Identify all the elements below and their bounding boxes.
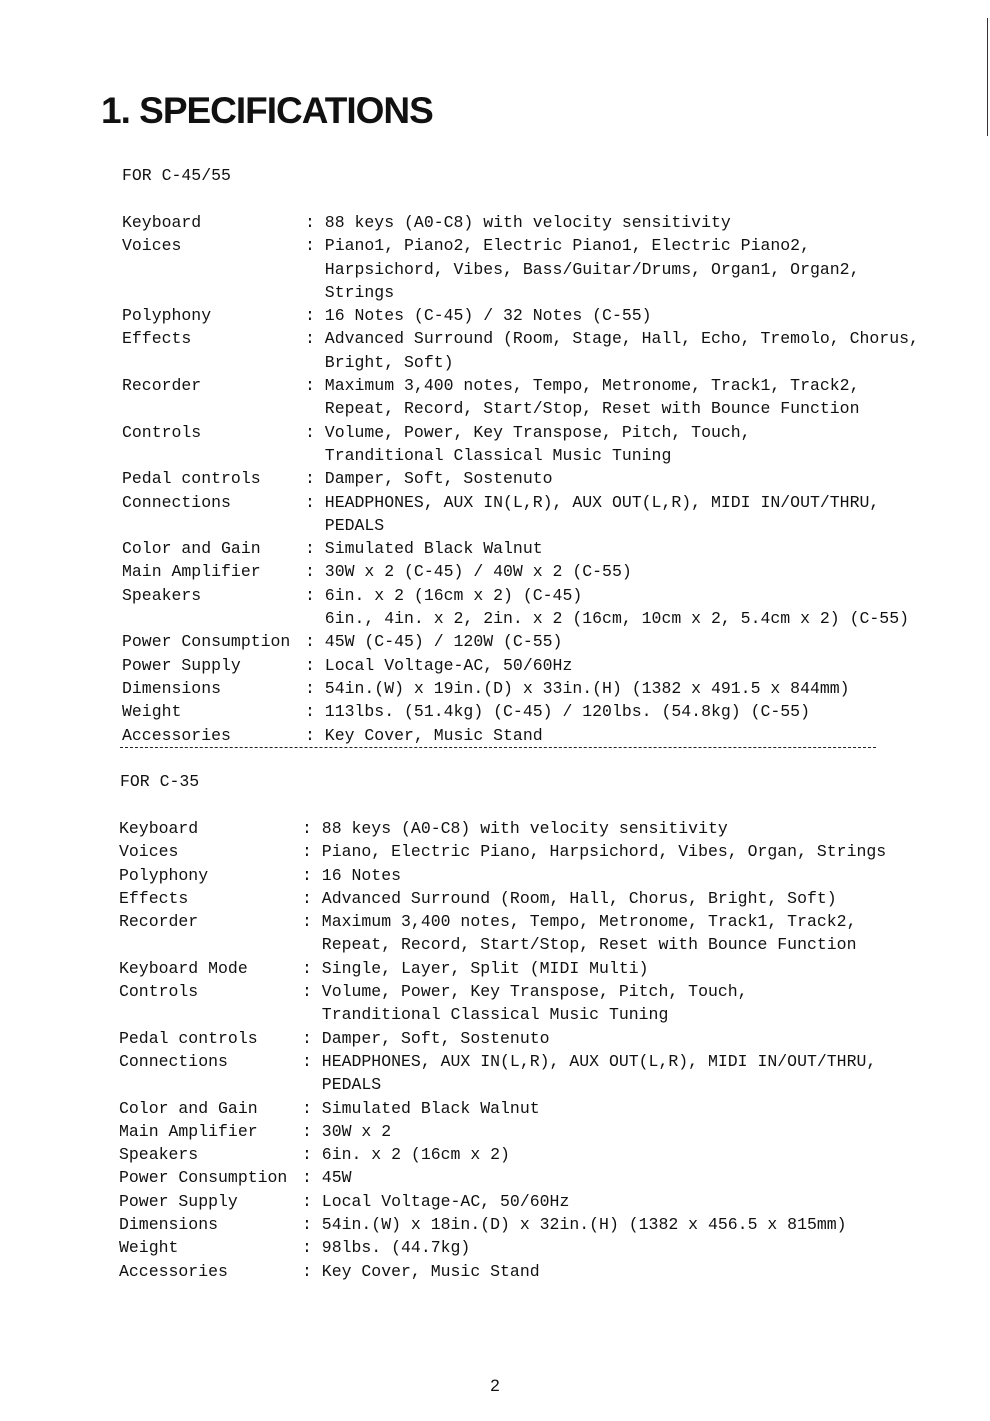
spec-value bbox=[302, 1097, 540, 1120]
spec-label: Keyboard bbox=[122, 213, 202, 232]
spec-value bbox=[302, 1027, 550, 1050]
spec-value-line: Tranditional Classical Music Tuning bbox=[305, 445, 672, 465]
spec-label: Speakers bbox=[119, 1145, 199, 1165]
spec-value-line: : 88 keys (A0-C8) with velocity sensitivity bbox=[305, 213, 731, 232]
spec-value-line: : 98lbs. (44.7kg) bbox=[302, 1238, 471, 1258]
spec-value bbox=[302, 1143, 510, 1166]
spec-value-line: : 30W x 2 bbox=[302, 1121, 392, 1141]
spec-label: Keyboard bbox=[119, 819, 199, 838]
spec-value-line: : Local Voltage-AC, 50/60Hz bbox=[302, 1191, 570, 1211]
spec-value bbox=[305, 677, 850, 700]
spec-value-line: Repeat, Record, Start/Stop, Reset with Bounce Function bbox=[302, 935, 857, 955]
spec-value bbox=[305, 374, 860, 421]
spec-value-line: : 6in. x 2 (16cm x 2) bbox=[302, 1145, 510, 1165]
spec-value-line: Harpsichord, Vibes, Bass/Guitar/Drums, Organ1, Organ2, bbox=[305, 259, 860, 279]
model-heading-c45-55: FOR C-45/55 bbox=[122, 166, 231, 185]
page-title: 1. SPECIFICATIONS bbox=[101, 90, 433, 131]
spec-value bbox=[302, 1260, 540, 1283]
spec-label: Effects bbox=[122, 329, 192, 349]
spec-value-line: : HEADPHONES, AUX IN(L,R), AUX OUT(L,R), MIDI IN/OUT/THRU, bbox=[305, 492, 880, 512]
spec-value-line: : 113lbs. (51.4kg) (C-45) / 120lbs. (54.8kg) (C-55) bbox=[305, 702, 810, 722]
spec-value-line: Bright, Soft) bbox=[305, 352, 454, 372]
spec-value-line: : 30W x 2 (C-45) / 40W x 2 (C-55) bbox=[305, 562, 632, 582]
spec-label: Recorder bbox=[122, 376, 202, 396]
spec-label: Speakers bbox=[122, 585, 202, 605]
spec-label: Pedal controls bbox=[119, 1028, 258, 1048]
spec-label: Connections bbox=[122, 492, 231, 512]
spec-value-line: : Local Voltage-AC, 50/60Hz bbox=[305, 655, 573, 675]
spec-value bbox=[305, 560, 632, 583]
spec-value bbox=[305, 327, 919, 374]
spec-value-line: : Advanced Surround (Room, Stage, Hall, Echo, Tremolo, Chorus, bbox=[305, 329, 919, 349]
spec-value bbox=[305, 234, 860, 304]
spec-value bbox=[305, 584, 909, 631]
spec-value-line: : 54in.(W) x 19in.(D) x 33in.(H) (1382 x 491.5 x 844mm) bbox=[305, 678, 850, 698]
spec-label: Polyphony bbox=[122, 306, 212, 326]
spec-label: Voices bbox=[122, 236, 182, 256]
spec-value-line: Tranditional Classical Music Tuning bbox=[302, 1005, 669, 1025]
spec-label: Recorder bbox=[119, 912, 199, 932]
spec-label: Pedal controls bbox=[122, 469, 261, 489]
spec-value-line: : Key Cover, Music Stand bbox=[302, 1261, 540, 1281]
spec-label: Weight bbox=[122, 702, 182, 722]
spec-value bbox=[302, 817, 728, 840]
spec-value-line: : Simulated Black Walnut bbox=[305, 539, 543, 559]
spec-value bbox=[302, 957, 649, 980]
spec-label: Color and Gain bbox=[119, 1098, 258, 1118]
page-number: 2 bbox=[490, 1376, 500, 1395]
spec-label: Controls bbox=[119, 982, 199, 1002]
spec-value-line: : Key Cover, Music Stand bbox=[305, 725, 543, 745]
spec-value bbox=[302, 1120, 391, 1143]
spec-value-line: : Single, Layer, Split (MIDI Multi) bbox=[302, 958, 649, 978]
spec-value bbox=[302, 1190, 569, 1213]
spec-value-line: : Volume, Power, Key Transpose, Pitch, Touch, bbox=[302, 982, 748, 1002]
spec-label: Accessories bbox=[122, 725, 231, 745]
spec-value-line: : Damper, Soft, Sostenuto bbox=[305, 469, 553, 489]
spec-value-line: PEDALS bbox=[305, 515, 385, 535]
spec-value bbox=[305, 700, 810, 723]
spec-value bbox=[302, 1236, 470, 1259]
spec-label: Weight bbox=[119, 1238, 179, 1258]
spec-value-line: : Maximum 3,400 notes, Tempo, Metronome, Track1, Track2, bbox=[305, 376, 860, 396]
spec-label: Dimensions bbox=[122, 678, 222, 698]
spec-value-line: : 45W bbox=[302, 1168, 352, 1188]
spec-label: Controls bbox=[122, 422, 202, 442]
spec-label: Dimensions bbox=[119, 1215, 219, 1235]
spec-label: Effects bbox=[119, 888, 189, 908]
spec-value-line: : Simulated Black Walnut bbox=[302, 1098, 540, 1118]
spec-value-line: : Volume, Power, Key Transpose, Pitch, Touch, bbox=[305, 422, 751, 442]
spec-label: Main Amplifier bbox=[119, 1121, 258, 1141]
spec-value-line: : 16 Notes bbox=[302, 865, 402, 885]
spec-value bbox=[302, 840, 886, 863]
spec-value bbox=[302, 887, 837, 910]
spec-value-line: : HEADPHONES, AUX IN(L,R), AUX OUT(L,R), MIDI IN/OUT/THRU, bbox=[302, 1051, 877, 1071]
spec-value-line: : Damper, Soft, Sostenuto bbox=[302, 1028, 550, 1048]
spec-value-line: Repeat, Record, Start/Stop, Reset with Bounce Function bbox=[305, 399, 860, 419]
page-edge-line bbox=[987, 18, 988, 136]
spec-value bbox=[305, 724, 543, 747]
spec-value-line: : Piano, Electric Piano, Harpsichord, Vibes, Organ, Strings bbox=[302, 842, 887, 862]
spec-value-line: PEDALS bbox=[302, 1075, 382, 1095]
spec-label: Voices bbox=[119, 842, 179, 862]
spec-value-line: : 88 keys (A0-C8) with velocity sensitivity bbox=[302, 819, 728, 838]
spec-label: Connections bbox=[119, 1051, 228, 1071]
spec-value-line: : Advanced Surround (Room, Hall, Chorus, Bright, Soft) bbox=[302, 888, 837, 908]
spec-value bbox=[305, 630, 562, 653]
spec-label: Power Consumption bbox=[119, 1168, 288, 1188]
spec-value-line: : 16 Notes (C-45) / 32 Notes (C-55) bbox=[305, 306, 652, 326]
spec-value bbox=[305, 304, 652, 327]
spec-value-line: Strings bbox=[305, 282, 395, 302]
spec-value bbox=[302, 1050, 876, 1097]
spec-value-line: : 54in.(W) x 18in.(D) x 32in.(H) (1382 x 456.5 x 815mm) bbox=[302, 1215, 847, 1235]
spec-label: Accessories bbox=[119, 1261, 228, 1281]
spec-value bbox=[305, 467, 553, 490]
spec-value bbox=[305, 421, 751, 468]
section-divider bbox=[120, 747, 876, 748]
spec-value-line: : Piano1, Piano2, Electric Piano1, Electric Piano2, bbox=[305, 236, 810, 256]
spec-value bbox=[302, 910, 857, 957]
model-heading-c35: FOR C-35 bbox=[120, 772, 200, 791]
spec-label: Color and Gain bbox=[122, 539, 261, 559]
spec-label: Main Amplifier bbox=[122, 562, 261, 582]
spec-label: Keyboard Mode bbox=[119, 958, 248, 978]
spec-label: Polyphony bbox=[119, 865, 209, 885]
spec-value bbox=[305, 211, 731, 234]
spec-value bbox=[302, 980, 748, 1027]
spec-value bbox=[305, 491, 879, 538]
spec-value bbox=[305, 537, 543, 560]
spec-value-line: : Maximum 3,400 notes, Tempo, Metronome, Track1, Track2, bbox=[302, 912, 857, 932]
spec-label: Power Supply bbox=[122, 655, 241, 675]
spec-value-line: : 45W (C-45) / 120W (C-55) bbox=[305, 632, 563, 652]
spec-value-line: 6in., 4in. x 2, 2in. x 2 (16cm, 10cm x 2, 5.4cm x 2) (C-55) bbox=[305, 609, 909, 629]
spec-label: Power Consumption bbox=[122, 632, 291, 652]
spec-value bbox=[302, 864, 401, 887]
spec-value bbox=[305, 654, 572, 677]
spec-value-line: : 6in. x 2 (16cm x 2) (C-45) bbox=[305, 585, 583, 605]
spec-value bbox=[302, 1213, 847, 1236]
spec-value bbox=[302, 1166, 352, 1189]
spec-label: Power Supply bbox=[119, 1191, 238, 1211]
